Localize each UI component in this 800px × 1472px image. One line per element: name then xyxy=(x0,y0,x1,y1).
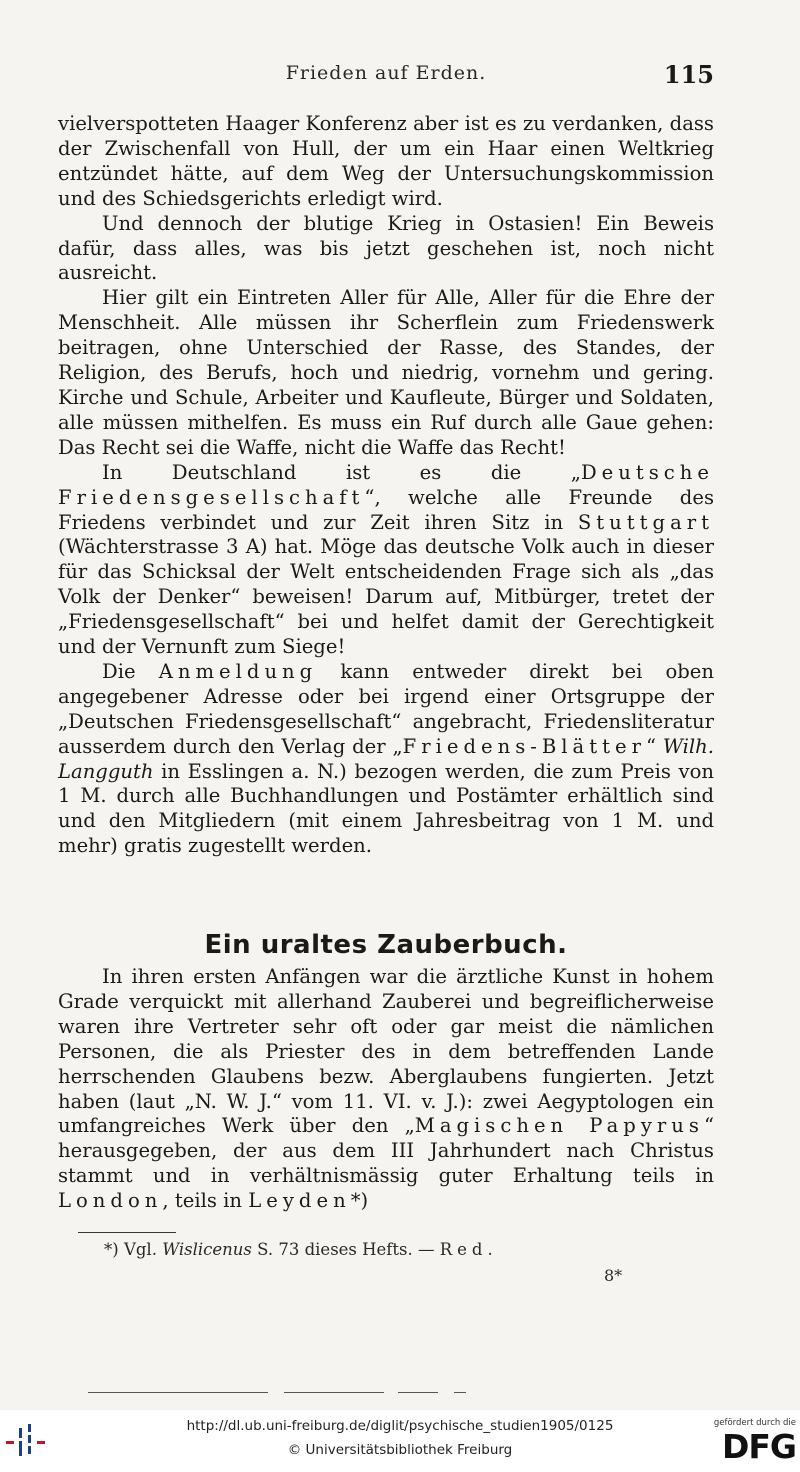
text-run: “ herausgegeben, der aus dem III Jahrhundert nach Christus stammt und in verhältnismässig guter Erhaltung teils in xyxy=(58,1114,714,1188)
copyright-notice: © Universitätsbibliothek Freiburg xyxy=(287,1442,513,1458)
anmeldung-word: Anmeldung xyxy=(158,659,318,683)
footnote-marker: *) xyxy=(350,1189,369,1213)
footnote-author: Wislicenus xyxy=(162,1240,252,1259)
footnote-vgl: Vgl. xyxy=(123,1240,157,1259)
leyden-word: Leyden xyxy=(248,1189,351,1213)
dfg-logo-icon: DFG xyxy=(721,1427,796,1466)
text-run: Die xyxy=(102,659,159,683)
text-run: “, welche alle Freunde des Friedens verbindet und zur Zeit ihren Sitz in xyxy=(58,485,714,534)
paragraph-zauberbuch xyxy=(58,965,714,1214)
footnote-text: S. 73 dieses Hefts. — xyxy=(257,1240,435,1259)
paragraph-2: Und dennoch der blutige Krieg in Ostasien! Ein Beweis dafür, dass alles, was bis jetzt geschehen ist, noch nicht ausreicht. xyxy=(58,211,714,285)
scan-edge-line xyxy=(454,1392,466,1393)
section-zauberbuch-text xyxy=(58,965,714,1214)
paragraph-3: Hier gilt ein Eintreten Aller für Alle, Aller für die Ehre der Menschheit. Alle müssen ihr Scherflein zum Friedenswerk beitragen, ohne Unterschied der Rasse, des Standes, der Religion, des Berufs, hoch und niedrig, vornehm und gering. Kirche und Schule, Arbeiter und Kaufleute, Bürger und Soldaten, alle müssen mithelfen. Es muss ein Ruf durch alle Gaue gehen: Das Recht sei die Waffe, nicht die Waffe das Recht! xyxy=(58,286,714,459)
society-name: Deutsche Friedensgesellschaft xyxy=(58,460,714,509)
page-number: 115 xyxy=(663,60,714,89)
paragraph-5 xyxy=(58,660,714,859)
city-name: Stuttgart xyxy=(577,510,714,534)
section-heading: Ein uraltes Zauberbuch. xyxy=(204,930,568,960)
london-word: London xyxy=(58,1189,163,1213)
publisher-name: Wilh. Langguth xyxy=(58,734,714,783)
paragraph-4 xyxy=(58,461,714,660)
document-url-link[interactable]: http://dl.ub.uni-freiburg.de/diglit/psychische_studien1905/0125 xyxy=(186,1418,614,1434)
journal-name: Friedens-Blätter xyxy=(402,734,646,758)
text-run: , teils in xyxy=(162,1189,249,1213)
text-run: In ihren ersten Anfängen war die ärztliche Kunst in hohem Grade verquickt mit allerhand Zauberei und begreiflicherweise waren ihre Vertreter sehr oft oder gar meist die nämlichen Personen, die als Priester des in dem betreffenden Lande herrschenden Glaubens bezw. Aberglaubens fungierten. Jetzt haben (laut „N. W. J.“ vom 11. VI. v. J.): zwei Aegyptologen ein umfangreiches Werk über den „ xyxy=(58,965,714,1138)
footnote-divider xyxy=(78,1232,176,1233)
running-head xyxy=(58,62,714,92)
text-run: kann entweder direkt bei oben angegebener Adresse oder bei irgend einer Ortsgruppe der „Deutschen Friedensgesellschaft“ angebracht, Friedensliteratur ausserdem durch den Verlag der „ xyxy=(58,659,714,758)
papyrus-name: Magischen Papyrus xyxy=(414,1114,704,1138)
footnote xyxy=(104,1240,498,1259)
footnote-editor: Red. xyxy=(439,1240,498,1259)
section-frieden-text xyxy=(58,112,714,859)
text-run: “ xyxy=(645,734,663,758)
signature-mark: 8* xyxy=(604,1266,623,1285)
footnote-marker: *) xyxy=(104,1240,119,1259)
text-run: (Wächterstrasse 3 A) hat. Möge das deutsche Volk auch in dieser für das Schicksal der Welt entscheidenden Frage sich als „das Volk der Denker“ beweisen! Darum auf, Mitbürger, tretet der „Friedensgesellschaft“ bei und helfet damit der Gerechtigkeit und der Vernunft zum Siege! xyxy=(58,535,714,659)
text-run: in Esslingen a. N.) bezogen werden, die zum Preis von 1 M. durch alle Buchhandlungen und Postämter erhältlich sind und den Mitgliedern (mit einem Jahresbeitrag von 1 M. und mehr) gratis zugestellt werden. xyxy=(58,759,714,858)
running-title: Frieden auf Erden. xyxy=(285,62,487,84)
scan-edge-line xyxy=(88,1392,268,1393)
paragraph-1: vielverspotteten Haager Konferenz aber ist es zu verdanken, dass der Zwischenfall von Hull, der um ein Haar einen Weltkrieg entzündet hätte, auf dem Weg der Untersuchungskommission und des Schiedsgerichts erledigt wird. xyxy=(58,112,714,210)
scan-edge-line xyxy=(398,1392,438,1393)
scan-edge-line xyxy=(284,1392,384,1393)
dfg-funding-label: gefördert durch die xyxy=(713,1418,796,1428)
text-run: In Deutschland ist es die „ xyxy=(102,460,581,484)
